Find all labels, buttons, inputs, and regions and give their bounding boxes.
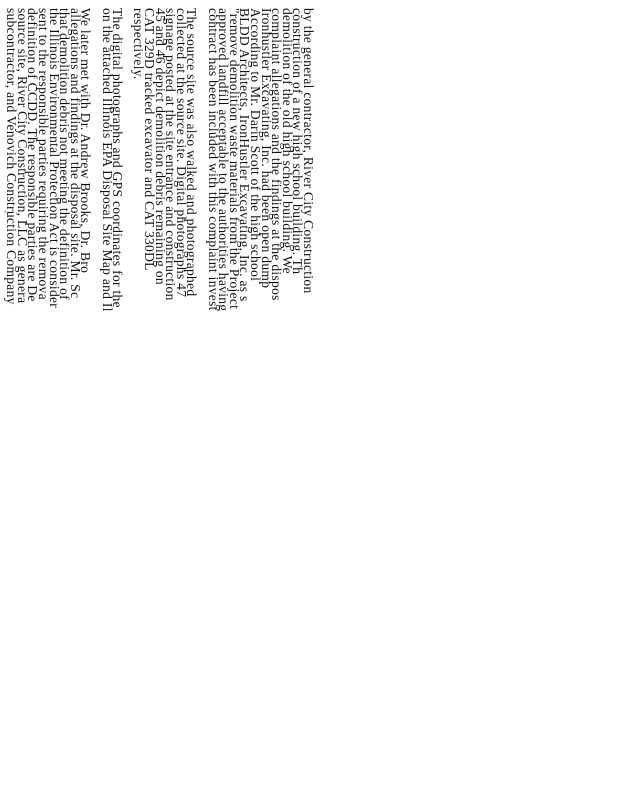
document-line: allegations and findings at the disposal site. Mr. Sc <box>67 8 83 299</box>
document-line: demolition of the old high school building. We <box>279 8 295 274</box>
document-line: the Illinois Environmental Protection Act is consider <box>46 8 62 309</box>
document-line: definition of CCDD. The responsible parties are De <box>25 8 41 302</box>
document-line: on the attached Illinois EPA Disposal Site Map and Il <box>99 8 115 312</box>
document-line: subcontractor, and Venovich Construction Company <box>4 8 20 305</box>
document-line: The source site was also walked and photographed <box>184 8 200 297</box>
document-line: "remove demolition waste materials from the Project <box>226 8 242 310</box>
document-line: 45 and 46 depict demolition debris remaining on <box>152 8 168 285</box>
document-line: source site, River City Construction, LLC as genera <box>14 8 30 304</box>
document-line: The digital photographs and GPS coordinates for the <box>110 8 126 308</box>
document-line: that demolition debris not meeting the definition of <box>57 8 73 300</box>
document-line: CAT 329D tracked excavator and CAT 330DL <box>142 8 157 271</box>
document-line: contract has been included with this complaint invest <box>205 8 221 311</box>
document-line: BLDD Architects, IronHustler Excavating, Inc. as s <box>237 8 253 302</box>
document-line: According to Mr. Darin Scott of the high school <box>248 8 263 282</box>
document-line: construction of a new high school building. Th <box>290 8 306 275</box>
document-line: approved landfill acceptable to the authorities having <box>216 8 232 312</box>
document-line: collected at the source site. Digital photographs 47 <box>173 8 189 298</box>
document-line: Ironhustler Excavating, Inc. had been open dump <box>258 8 274 289</box>
document-line: by the general contractor, River City Construction <box>301 8 316 294</box>
document-line: respectively. <box>131 8 147 80</box>
document-line: sent to the responsible parties requiring the remova <box>36 8 51 300</box>
document-line: We later met with Dr. Andrew Brooks, Dr. Bro <box>78 8 94 274</box>
document-line: complaint allegations and the findings at the dispos <box>269 8 285 301</box>
document-line: signage posted at the site entrance and construction <box>163 8 179 301</box>
